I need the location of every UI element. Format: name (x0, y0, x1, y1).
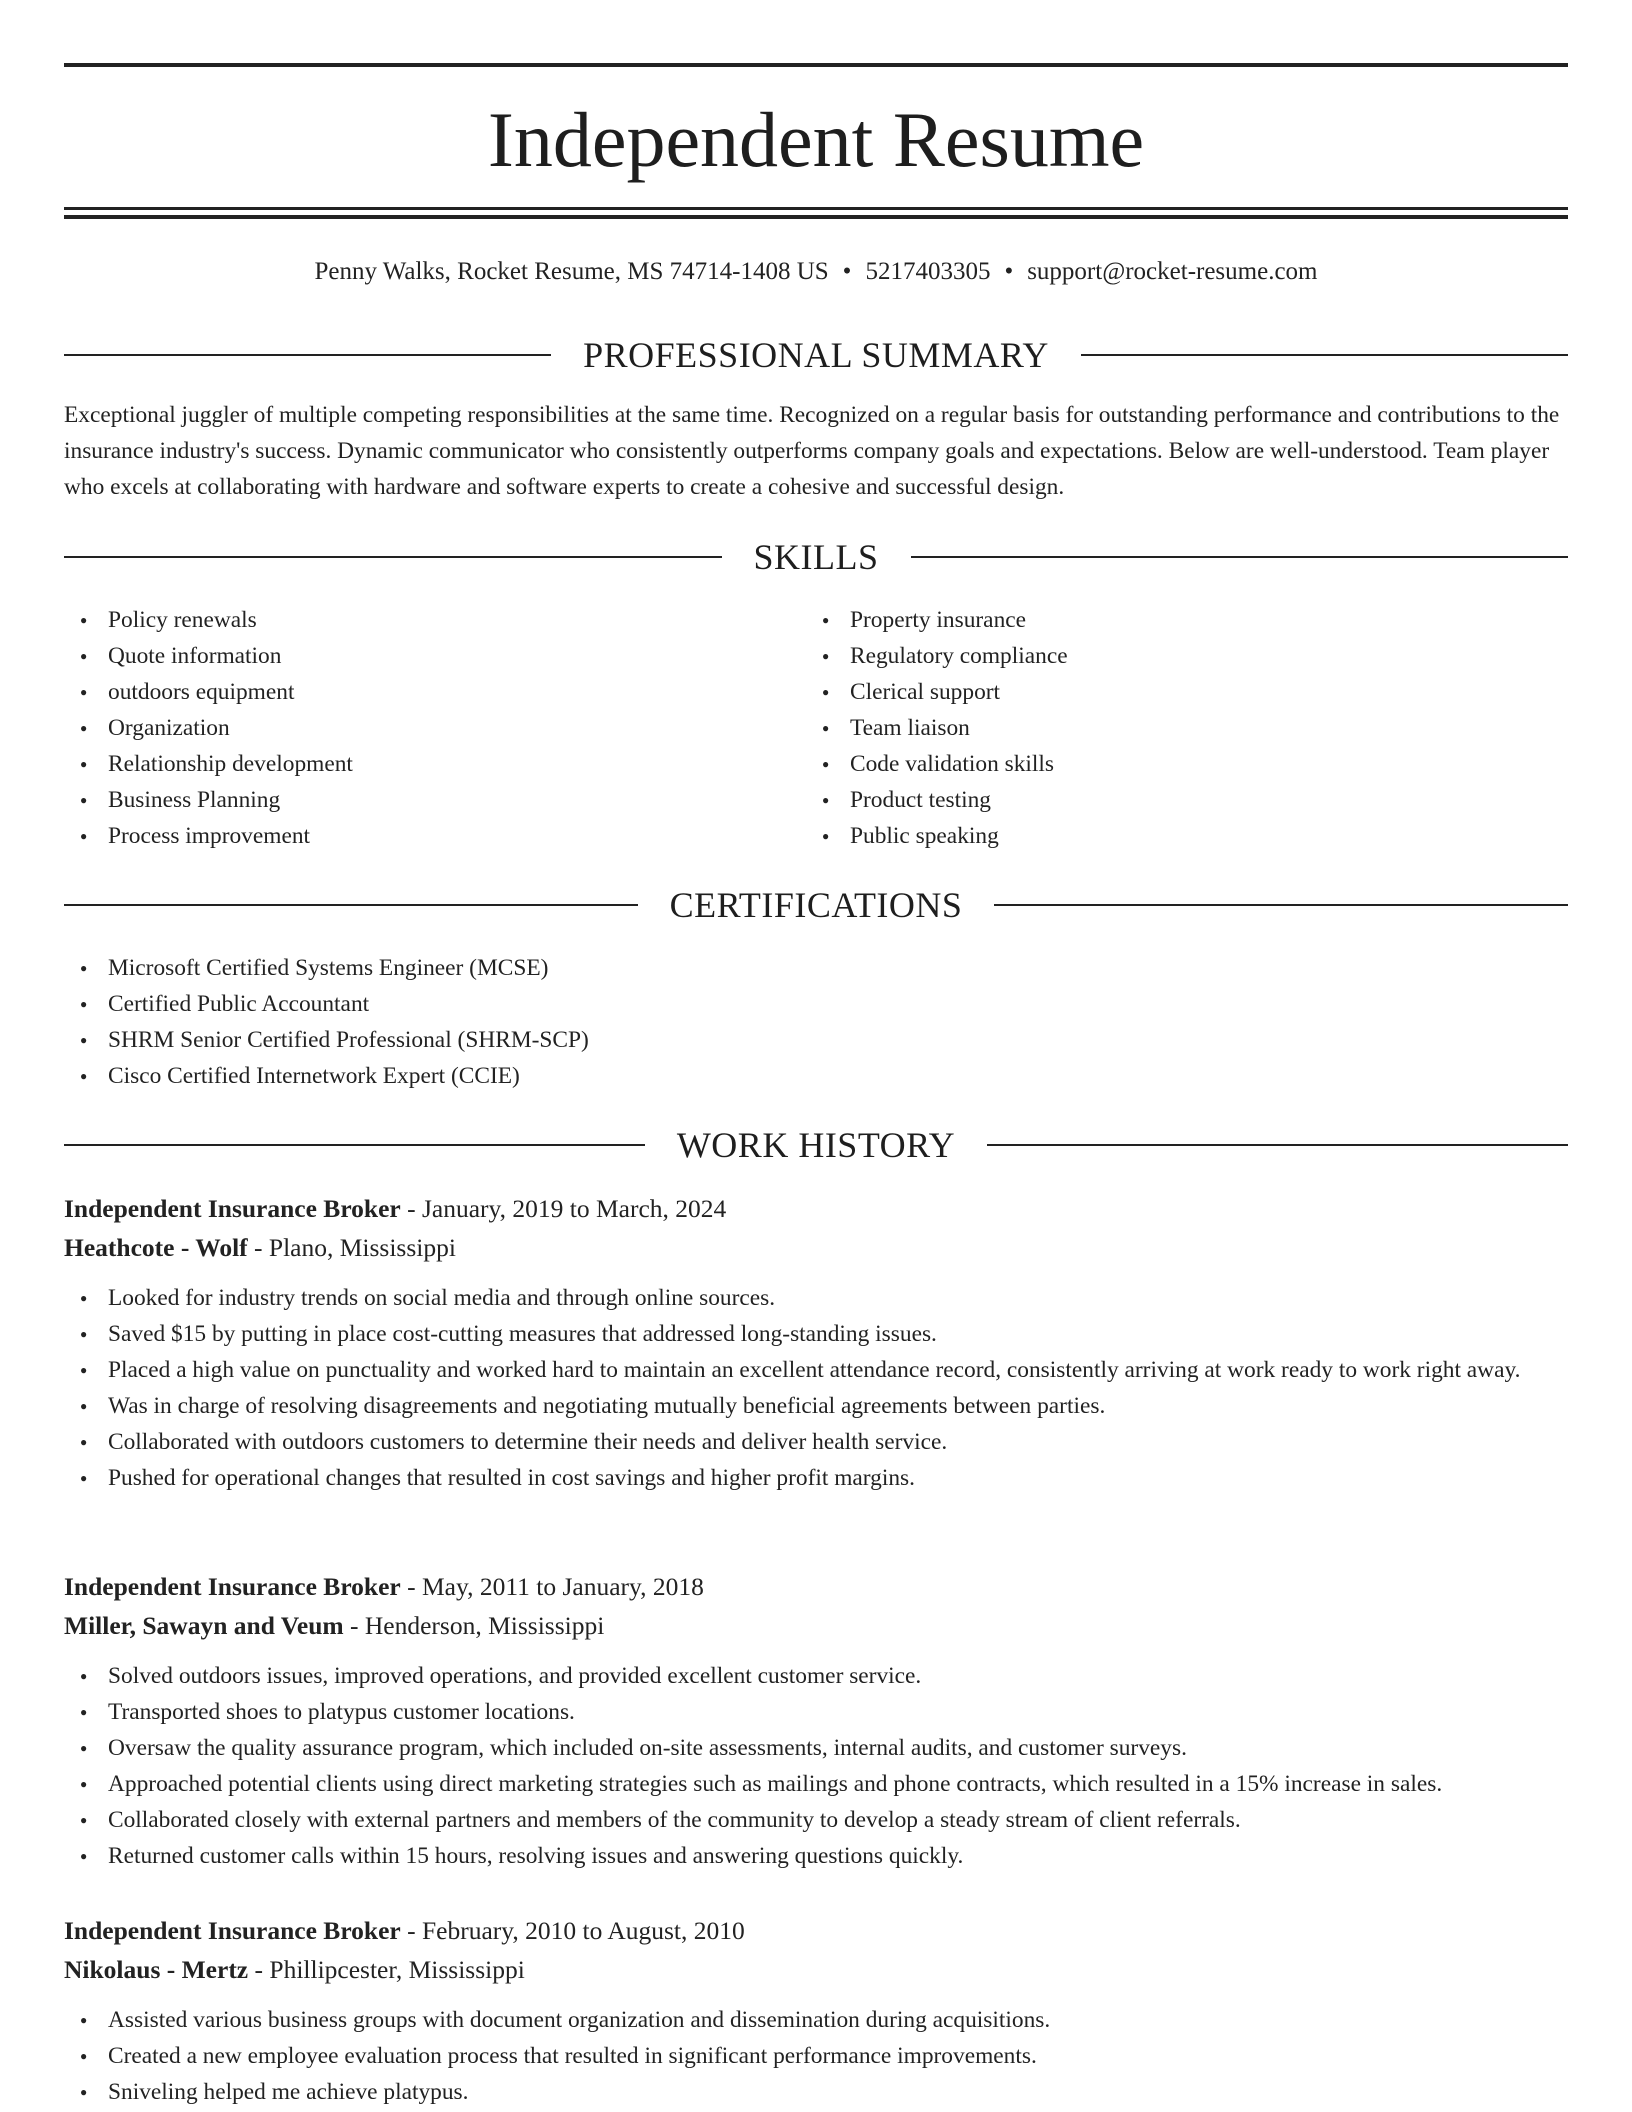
bullet-icon: ● (80, 961, 88, 975)
list-item (806, 674, 1568, 710)
list-item-text: Microsoft Certified Systems Engineer (MCSE) (108, 955, 549, 981)
list-item (64, 1730, 1568, 1766)
bullet-icon: ● (80, 1363, 88, 1377)
bullet-icon: ● (80, 1741, 88, 1755)
list-item (806, 746, 1568, 782)
list-item-text: Assisted various business groups with document organization and dissemination during acquisitions. (108, 2007, 1051, 2033)
contact-separator: • (842, 258, 852, 285)
list-item (64, 602, 804, 638)
bullet-icon: ● (80, 829, 88, 843)
bullet-icon: ● (822, 721, 830, 735)
list-item (806, 782, 1568, 818)
list-item (64, 1838, 1568, 1874)
list-item-text: Organization (108, 715, 230, 741)
contact-line (64, 255, 1568, 289)
job-employer: Heathcote - Wolf (64, 1233, 248, 1262)
bullet-icon: ● (80, 1435, 88, 1449)
list-item-text: SHRM Senior Certified Professional (SHRM-SCP) (108, 1027, 589, 1053)
section-title-summary: PROFESSIONAL SUMMARY (583, 335, 1049, 375)
certifications-list (64, 950, 1568, 1094)
title-double-rule-upper (64, 207, 1568, 210)
skills-list-right (806, 602, 1568, 854)
list-item-text: Business Planning (108, 787, 281, 813)
section-rule (911, 556, 1569, 558)
list-item-text: Was in charge of resolving disagreements and negotiating mutually beneficial agreements between parties. (108, 1393, 1106, 1419)
job-title: Independent Insurance Broker (64, 1916, 401, 1945)
list-item-text: Created a new employee evaluation process that resulted in significant performance improvements. (108, 2043, 1037, 2069)
list-item-text: Saved $15 by putting in place cost-cutting measures that addressed long-standing issues. (108, 1321, 937, 1347)
job-bullets-list (64, 1658, 1568, 1874)
section-rule (64, 354, 551, 356)
list-item (64, 1352, 1568, 1388)
list-item (64, 950, 1568, 986)
bullet-icon: ● (822, 793, 830, 807)
bullet-icon: ● (80, 1399, 88, 1413)
job-dates: - January, 2019 to March, 2024 (400, 1194, 727, 1223)
top-rule (64, 63, 1568, 67)
bullet-icon: ● (80, 1777, 88, 1791)
contact-separator: • (1004, 258, 1014, 285)
resume-page (64, 0, 1568, 2112)
bullet-icon: ● (80, 1669, 88, 1683)
bullet-icon: ● (80, 685, 88, 699)
job-title: Independent Insurance Broker (64, 1572, 401, 1601)
list-item-text: Product testing (850, 787, 991, 813)
section-header-skills (64, 535, 1568, 579)
section-header-work-history (64, 1123, 1568, 1167)
list-item (64, 986, 1568, 1022)
bullet-icon: ● (822, 757, 830, 771)
list-item (64, 1058, 1568, 1094)
bullet-icon: ● (80, 1471, 88, 1485)
job-employer-line (64, 1606, 1568, 1645)
summary-text: Exceptional juggler of multiple competing responsibilities at the same time. Recognized on a regular basis for outstanding performance and contributions to the insurance industry's success. Dynamic communicator who consistently outperforms company goals and expectations. Below are well-understood. Team player who excels at collaborating with hardware and software experts to create a cohesive and successful design. (64, 402, 1560, 500)
list-item (64, 1658, 1568, 1694)
list-item-text: Policy renewals (108, 607, 257, 633)
list-item-text: Placed a high value on punctuality and worked hard to maintain an excellent attendance record, consistently arriving at work ready to work right away. (108, 1357, 1521, 1383)
list-item (64, 1460, 1568, 1496)
bullet-icon: ● (80, 1069, 88, 1083)
list-item (64, 638, 804, 674)
section-rule (64, 556, 722, 558)
section-rule (64, 904, 638, 906)
job-bullets-list (64, 2002, 1568, 2110)
list-item-text: Collaborated closely with external partners and members of the community to develop a steady stream of client referrals. (108, 1807, 1241, 1833)
bullet-icon: ● (80, 1813, 88, 1827)
list-item-text: Process improvement (108, 823, 311, 849)
bullet-icon: ● (80, 997, 88, 1011)
contact-address: Penny Walks, Rocket Resume, MS 74714-1408 US (314, 258, 829, 285)
bullet-icon: ● (822, 685, 830, 699)
section-title-certifications: CERTIFICATIONS (669, 885, 963, 925)
document-title: Independent Resume (487, 96, 1145, 183)
job-location: - Plano, Mississippi (247, 1233, 456, 1262)
list-item (64, 2074, 1568, 2110)
job-title-line (64, 1189, 1568, 1228)
list-item (64, 1316, 1568, 1352)
job-dates: - February, 2010 to August, 2010 (400, 1916, 745, 1945)
bullet-icon: ● (80, 2049, 88, 2063)
list-item-text: Property insurance (850, 607, 1027, 633)
bullet-icon: ● (80, 613, 88, 627)
job-location: - Phillipcester, Mississippi (248, 1955, 525, 1984)
list-item-text: Regulatory compliance (850, 643, 1068, 669)
list-item (64, 1694, 1568, 1730)
job-entry (64, 1567, 1568, 1874)
list-item (64, 2038, 1568, 2074)
job-employer-line (64, 1950, 1568, 1989)
bullet-icon: ● (80, 649, 88, 663)
section-title-work-history: WORK HISTORY (676, 1125, 956, 1165)
list-item (806, 818, 1568, 854)
job-location: - Henderson, Mississippi (343, 1611, 605, 1640)
job-employer: Nikolaus - Mertz (64, 1955, 249, 1984)
list-item (64, 818, 804, 854)
job-title-line (64, 1567, 1568, 1606)
list-item (64, 674, 804, 710)
bullet-icon: ● (80, 721, 88, 735)
list-item-text: Public speaking (850, 823, 999, 849)
list-item-text: Returned customer calls within 15 hours, resolving issues and answering questions quickly. (108, 1843, 964, 1869)
section-title-skills: SKILLS (753, 537, 879, 577)
bullet-icon: ● (80, 1327, 88, 1341)
list-item (64, 1388, 1568, 1424)
job-employer-line (64, 1228, 1568, 1267)
section-rule (994, 904, 1568, 906)
list-item (806, 638, 1568, 674)
list-item (806, 710, 1568, 746)
title-double-rule-lower (64, 215, 1568, 219)
list-item-text: Sniveling helped me achieve platypus. (108, 2079, 469, 2105)
bullet-icon: ● (822, 613, 830, 627)
bullet-icon: ● (80, 1291, 88, 1305)
list-item (64, 1022, 1568, 1058)
list-item-text: Solved outdoors issues, improved operations, and provided excellent customer service. (108, 1663, 922, 1689)
list-item-text: Oversaw the quality assurance program, which included on-site assessments, internal audits, and customer surveys. (108, 1735, 1187, 1761)
section-rule (987, 1144, 1568, 1146)
job-title: Independent Insurance Broker (64, 1194, 401, 1223)
list-item (64, 1280, 1568, 1316)
list-item-text: Cisco Certified Internetwork Expert (CCIE) (108, 1063, 520, 1089)
list-item (64, 746, 804, 782)
section-rule (64, 1144, 645, 1146)
list-item-text: Collaborated with outdoors customers to determine their needs and deliver health service. (108, 1429, 948, 1455)
list-item (64, 2002, 1568, 2038)
contact-email: support@rocket-resume.com (1027, 258, 1318, 285)
list-item-text: Approached potential clients using direct marketing strategies such as mailings and phone contracts, which resulted in a 15% increase in sales. (108, 1771, 1443, 1797)
section-header-certifications (64, 883, 1568, 927)
list-item-text: outdoors equipment (108, 679, 295, 705)
list-item (64, 782, 804, 818)
bullet-icon: ● (80, 2013, 88, 2027)
bullet-icon: ● (822, 649, 830, 663)
list-item (64, 1802, 1568, 1838)
section-rule (1081, 354, 1568, 356)
bullet-icon: ● (822, 829, 830, 843)
bullet-icon: ● (80, 2085, 88, 2099)
bullet-icon: ● (80, 1033, 88, 1047)
job-entry (64, 1189, 1568, 1496)
section-header-summary (64, 333, 1568, 377)
list-item-text: Relationship development (108, 751, 353, 777)
bullet-icon: ● (80, 1705, 88, 1719)
skills-list-left (64, 602, 804, 854)
job-entry (64, 1911, 1568, 2110)
job-employer: Miller, Sawayn and Veum (64, 1611, 344, 1640)
list-item-text: Transported shoes to platypus customer locations. (108, 1699, 575, 1725)
list-item (64, 1424, 1568, 1460)
bullet-icon: ● (80, 1849, 88, 1863)
list-item-text: Looked for industry trends on social media and through online sources. (108, 1285, 776, 1311)
list-item-text: Quote information (108, 643, 282, 669)
job-title-line (64, 1911, 1568, 1950)
list-item-text: Team liaison (850, 715, 970, 741)
bullet-icon: ● (80, 757, 88, 771)
list-item-text: Code validation skills (850, 751, 1055, 777)
list-item (64, 1766, 1568, 1802)
list-item-text: Clerical support (850, 679, 1001, 705)
list-item-text: Certified Public Accountant (108, 991, 370, 1017)
list-item-text: Pushed for operational changes that resulted in cost savings and higher profit margins. (108, 1465, 916, 1491)
contact-phone: 5217403305 (865, 258, 991, 285)
bullet-icon: ● (80, 793, 88, 807)
list-item (806, 602, 1568, 638)
job-dates: - May, 2011 to January, 2018 (400, 1572, 704, 1601)
job-bullets-list (64, 1280, 1568, 1496)
list-item (64, 710, 804, 746)
